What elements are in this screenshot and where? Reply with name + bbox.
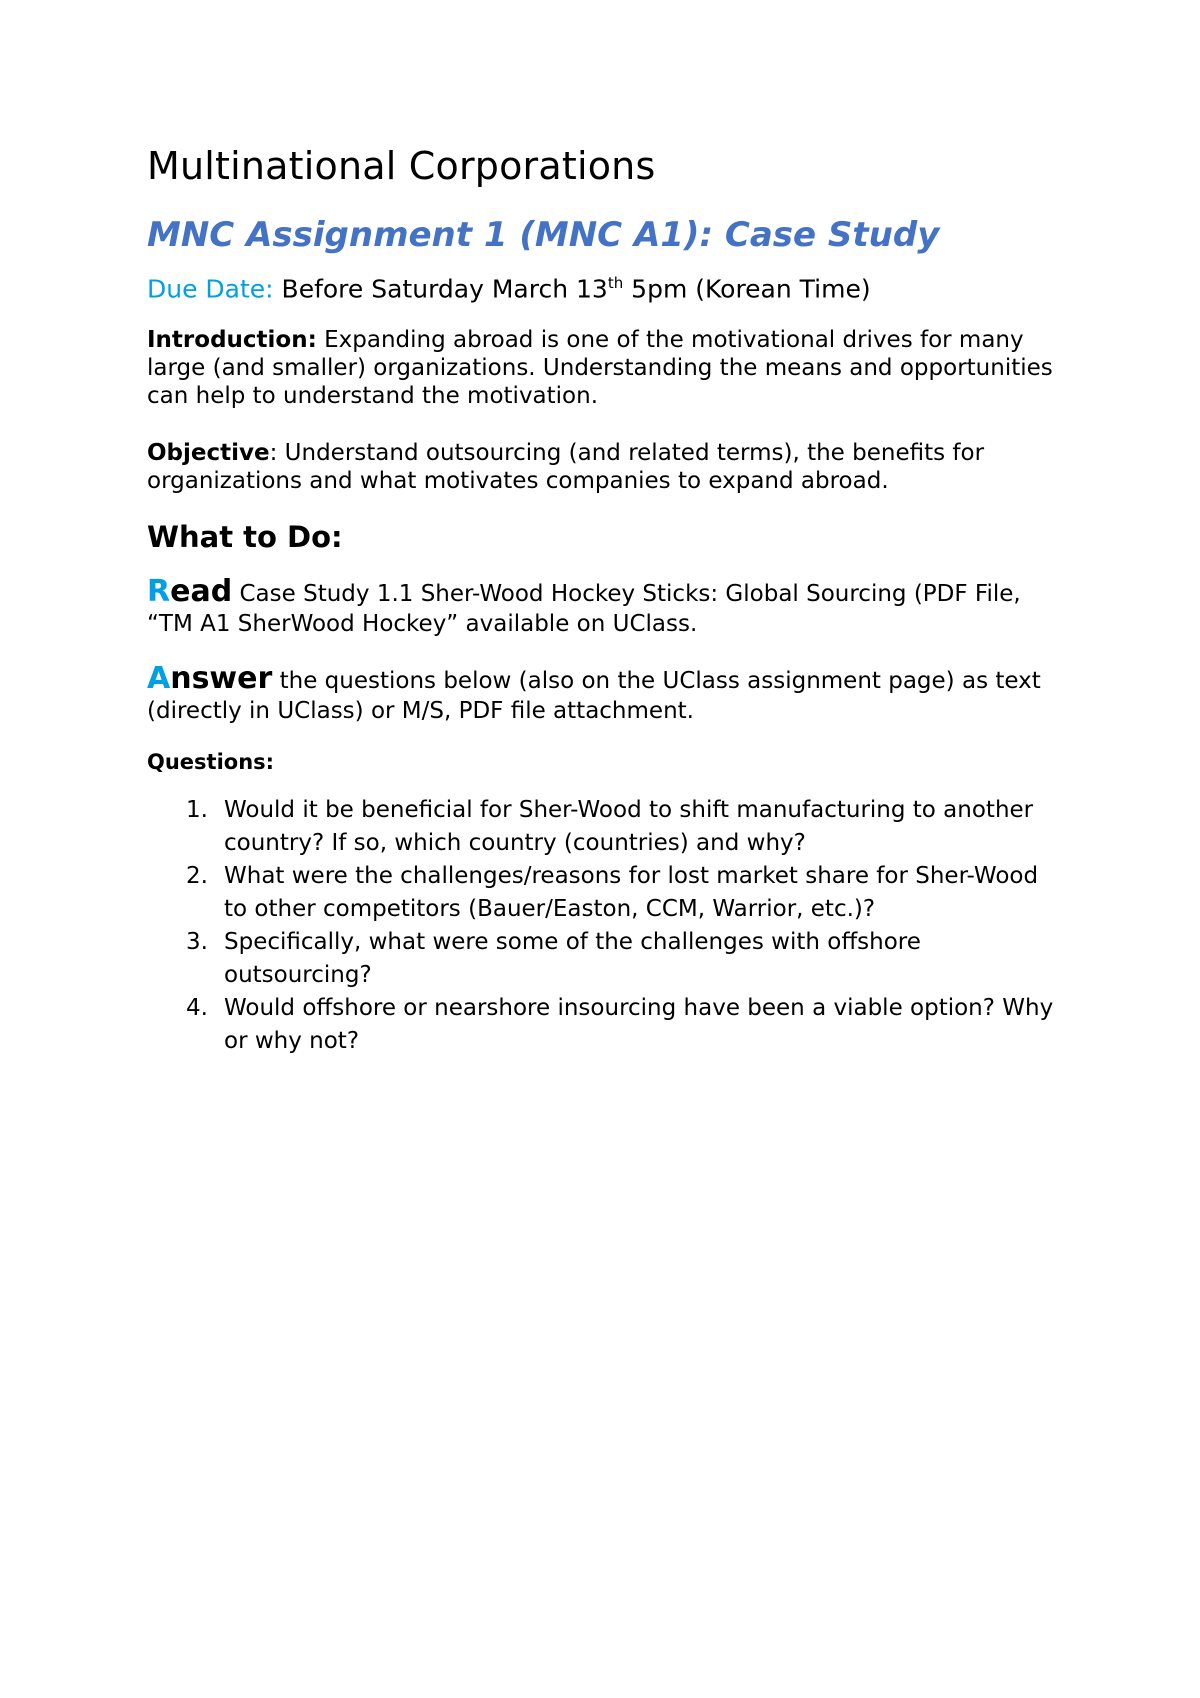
assignment-subtitle: MNC Assignment 1 (MNC A1): Case Study	[147, 215, 940, 255]
due-date	[147, 266, 871, 306]
answer-text: the questions below (also on the UClass assignment page) as text (directly in UClass) or M/S, PDF file attachment.	[147, 668, 1041, 724]
question-text: Would offshore or nearshore insourcing have been a viable option? Why or why not?	[224, 995, 1054, 1054]
introduction-text: Expanding abroad is one of the motivational drives for many large (and smaller) organizations. Understanding the means and opportunities can help to understand the motivation.	[147, 327, 1053, 409]
question-item	[147, 926, 1067, 992]
due-date-superscript: th	[607, 274, 624, 292]
question-item	[147, 860, 1067, 926]
due-date-time: 5pm (Korean Time)	[623, 274, 871, 304]
read-text: Case Study 1.1 Sher-Wood Hockey Sticks: Global Sourcing (PDF File, “TM A1 SherWood Hockey” available on UClass.	[147, 581, 1021, 637]
document-title: Multinational Corporations	[147, 144, 656, 188]
what-to-do-heading: What to Do:	[147, 520, 343, 554]
answer-rest: nswer	[170, 661, 273, 696]
questions-list	[147, 794, 1067, 1058]
objective-label: Objective	[147, 440, 270, 466]
question-number: 1.	[186, 797, 208, 823]
objective-text: : Understand outsourcing (and related terms), the benefits for organizations and what motivates companies to expand abroad.	[147, 440, 985, 494]
question-text: Specifically, what were some of the challenges with offshore outsourcing?	[224, 929, 921, 988]
read-keyword	[147, 574, 232, 609]
due-date-text: Before Saturday March 13	[273, 274, 608, 304]
question-text: Would it be beneficial for Sher-Wood to shift manufacturing to another country? If so, which country (countries) and why?	[224, 797, 1034, 856]
introduction-label: Introduction:	[147, 327, 317, 353]
question-item	[147, 992, 1067, 1058]
objective-paragraph	[147, 439, 1067, 495]
read-rest: ead	[170, 574, 233, 609]
due-date-label: Due Date:	[147, 274, 274, 304]
introduction-paragraph	[147, 326, 1067, 410]
answer-instruction	[147, 661, 1067, 726]
question-item	[147, 794, 1067, 860]
question-text: What were the challenges/reasons for lost market share for Sher-Wood to other competitors (Bauer/Easton, CCM, Warrior, etc.)?	[224, 863, 1039, 922]
question-number: 2.	[186, 863, 208, 889]
read-initial: R	[147, 574, 171, 609]
questions-label: Questions:	[147, 750, 275, 774]
question-number: 4.	[186, 995, 208, 1021]
answer-keyword	[147, 661, 272, 696]
read-instruction	[147, 574, 1067, 639]
answer-initial: A	[147, 661, 171, 696]
question-number: 3.	[186, 929, 208, 955]
